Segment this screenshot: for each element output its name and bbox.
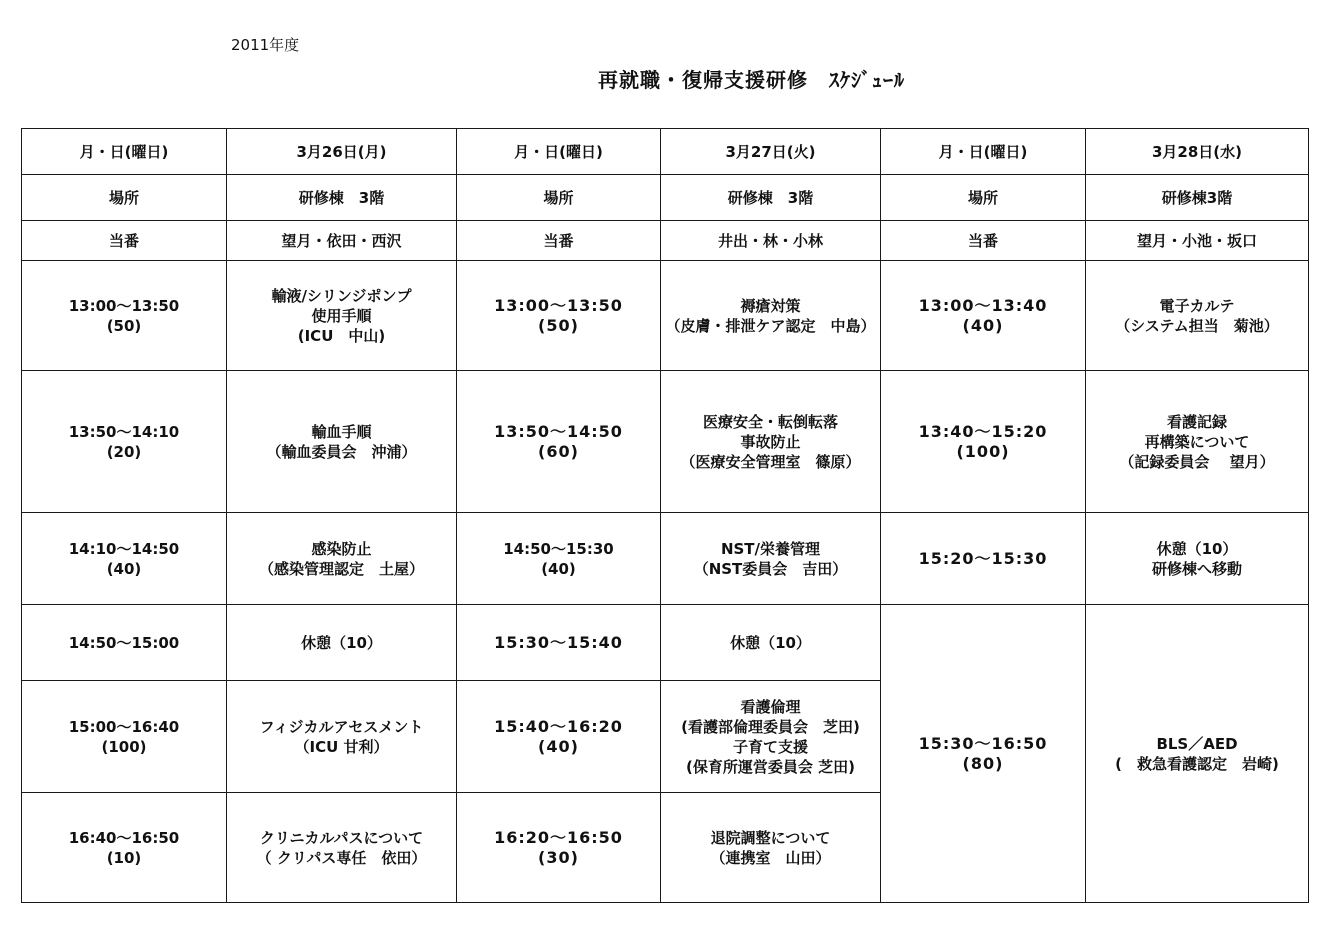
duty-label-cell: 当番 [881, 221, 1086, 261]
time-cell: 15:20〜15:30 [881, 513, 1086, 605]
time-cell: 16:40〜16:50 (10) [22, 793, 227, 903]
header-row-place [22, 175, 1309, 221]
place-label-cell: 場所 [457, 175, 661, 221]
session-cell: 休憩（10） [661, 605, 881, 681]
date-label-cell: 月・日(曜日) [881, 129, 1086, 175]
session-cell: 電子カルテ （システム担当 菊池） [1086, 261, 1309, 371]
session-cell: 医療安全・転倒転落 事故防止 （医療安全管理室 篠原） [661, 371, 881, 513]
fiscal-year: 2011年度 [231, 36, 300, 54]
time-cell: 14:50〜15:30 (40) [457, 513, 661, 605]
time-cell: 15:40〜16:20 (40) [457, 681, 661, 793]
schedule-row [22, 605, 1309, 681]
time-cell: 13:00〜13:50 (50) [457, 261, 661, 371]
session-cell: NST/栄養管理 （NST委員会 吉田） [661, 513, 881, 605]
date-label-cell: 月・日(曜日) [457, 129, 661, 175]
session-cell: 休憩（10） 研修棟へ移動 [1086, 513, 1309, 605]
session-cell: 休憩（10） [227, 605, 457, 681]
day2-date-cell: 3月27日(火) [661, 129, 881, 175]
day1-date-cell: 3月26日(月) [227, 129, 457, 175]
session-cell: 感染防止 （感染管理認定 土屋） [227, 513, 457, 605]
day3-place-cell: 研修棟3階 [1086, 175, 1309, 221]
duty-label-cell: 当番 [22, 221, 227, 261]
time-cell: 13:40〜15:20 (100) [881, 371, 1086, 513]
place-label-cell: 場所 [881, 175, 1086, 221]
duty-label-cell: 当番 [457, 221, 661, 261]
document-title: 再就職・復帰支援研修 ｽｹｼﾞｭｰﾙ [598, 68, 905, 92]
day3-date-cell: 3月28日(水) [1086, 129, 1309, 175]
header-row-date [22, 129, 1309, 175]
session-cell: クリニカルパスについて （ クリパス専任 依田） [227, 793, 457, 903]
schedule-row [22, 513, 1309, 605]
time-cell: 16:20〜16:50 (30) [457, 793, 661, 903]
time-cell: 15:30〜16:50 (80) [881, 605, 1086, 903]
schedule-row [22, 261, 1309, 371]
schedule-row [22, 371, 1309, 513]
session-cell: BLS／AED ( 救急看護認定 岩崎) [1086, 605, 1309, 903]
time-cell: 14:50〜15:00 [22, 605, 227, 681]
session-cell: 看護記録 再構築について （記録委員会 望月） [1086, 371, 1309, 513]
time-cell: 15:00〜16:40 (100) [22, 681, 227, 793]
day3-duty-cell: 望月・小池・坂口 [1086, 221, 1309, 261]
session-cell: 褥瘡対策 （皮膚・排泄ケア認定 中島） [661, 261, 881, 371]
header-row-duty [22, 221, 1309, 261]
time-cell: 13:50〜14:10 (20) [22, 371, 227, 513]
time-cell: 14:10〜14:50 (40) [22, 513, 227, 605]
day2-place-cell: 研修棟 3階 [661, 175, 881, 221]
place-label-cell: 場所 [22, 175, 227, 221]
time-cell: 13:50〜14:50 (60) [457, 371, 661, 513]
day1-place-cell: 研修棟 3階 [227, 175, 457, 221]
time-cell: 15:30〜15:40 [457, 605, 661, 681]
session-cell: 退院調整について （連携室 山田） [661, 793, 881, 903]
date-label-cell: 月・日(曜日) [22, 129, 227, 175]
time-cell: 13:00〜13:50 (50) [22, 261, 227, 371]
schedule-table [21, 128, 1309, 903]
day2-duty-cell: 井出・林・小林 [661, 221, 881, 261]
session-cell: 看護倫理 (看護部倫理委員会 芝田) 子育て支援 (保育所運営委員会 芝田) [661, 681, 881, 793]
time-cell: 13:00〜13:40 (40) [881, 261, 1086, 371]
session-cell: フィジカルアセスメント （ICU 甘利） [227, 681, 457, 793]
session-cell: 輸液/シリンジポンプ 使用手順 (ICU 中山) [227, 261, 457, 371]
session-cell: 輸血手順 （輸血委員会 沖浦） [227, 371, 457, 513]
day1-duty-cell: 望月・依田・西沢 [227, 221, 457, 261]
